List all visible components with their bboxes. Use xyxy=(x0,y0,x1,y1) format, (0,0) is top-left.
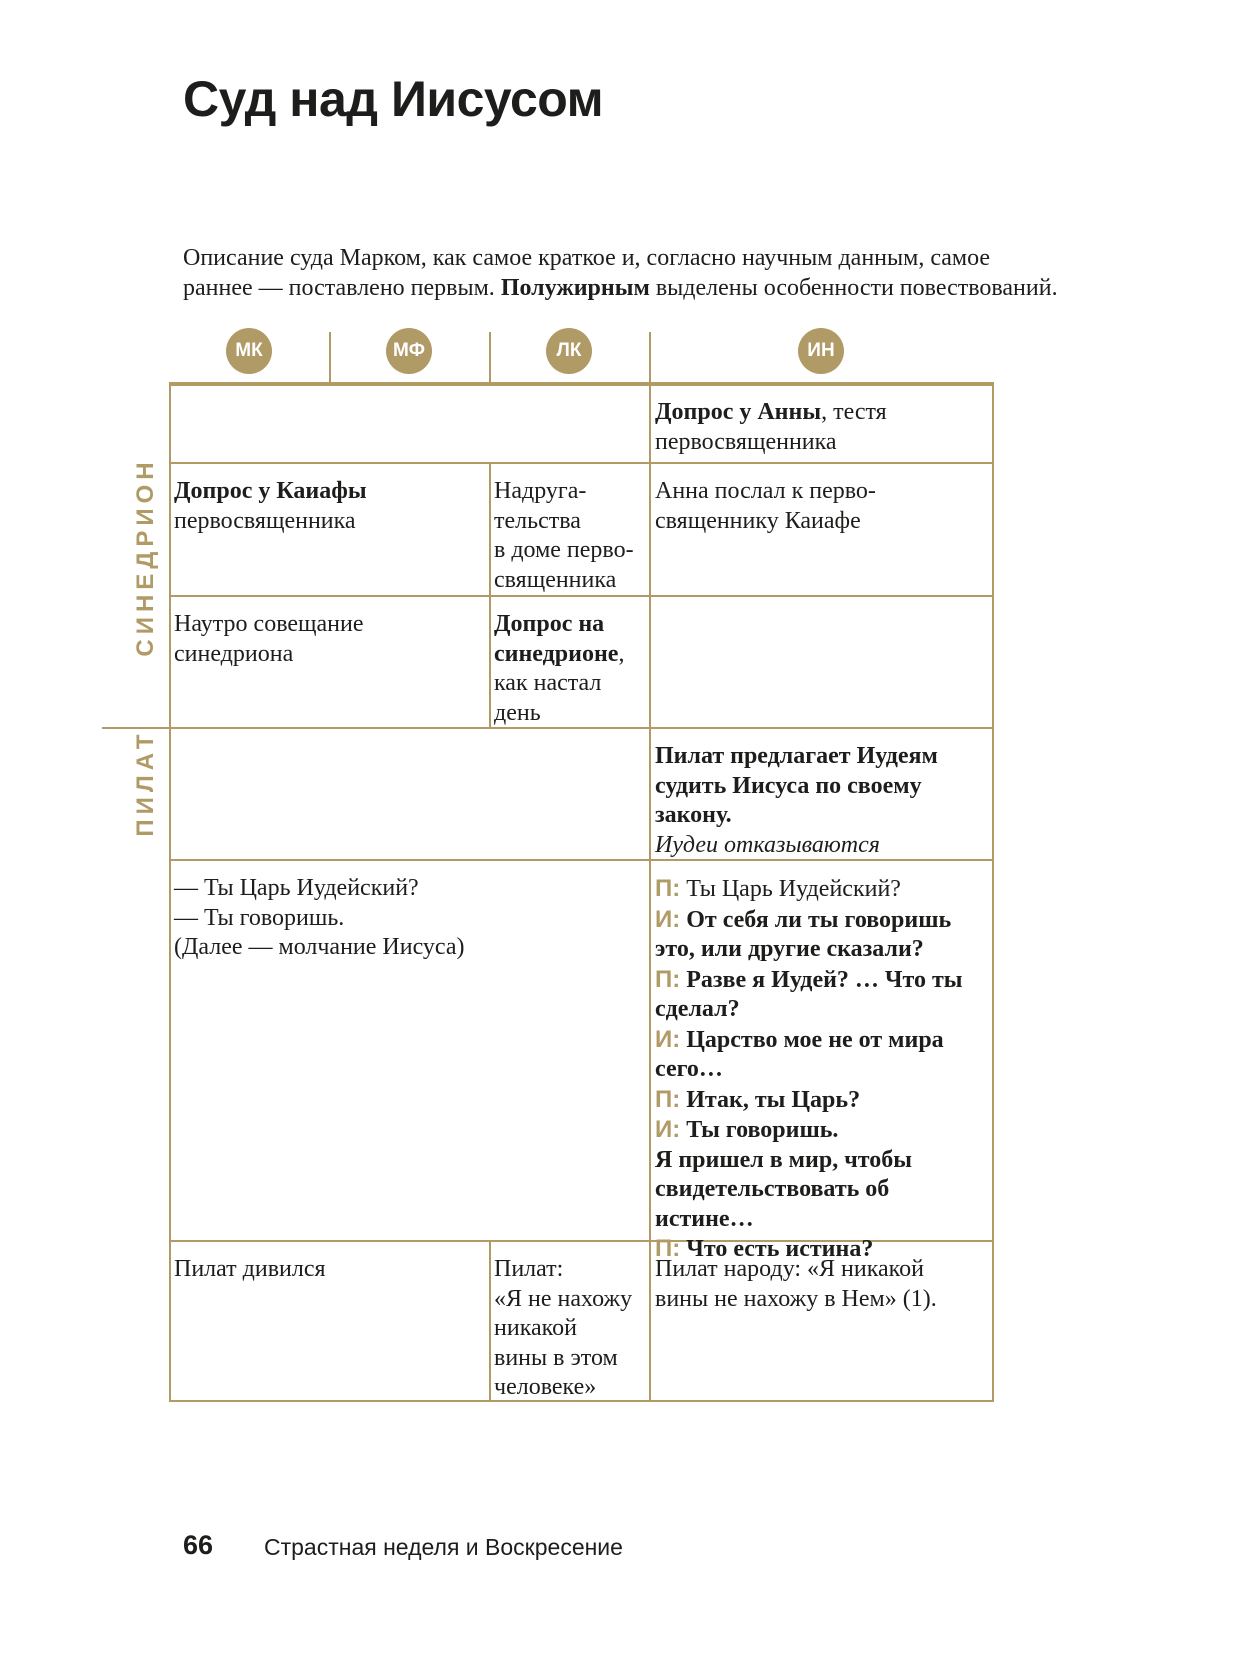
cell-in-no-guilt xyxy=(650,1255,995,1314)
cell-mk-caiaphas xyxy=(169,477,489,536)
header-divider xyxy=(329,332,331,384)
offer-bold: закону. xyxy=(655,802,732,828)
text-line: вины не нахожу в Нем» (1). xyxy=(655,1285,937,1312)
column-badge-mk: МК xyxy=(226,328,272,374)
cell-lk-council xyxy=(489,610,652,728)
row-divider xyxy=(169,595,994,597)
text-line: в доме перво- xyxy=(494,537,634,563)
column-badge-in: ИН xyxy=(798,328,844,374)
cell-lk-mockery xyxy=(489,477,652,595)
side-label-sanhedrin: СИНЕДРИОН xyxy=(132,457,159,657)
speaker-jesus: И: xyxy=(655,1025,681,1053)
text-line: Пилат: xyxy=(494,1256,564,1282)
caiaphas-rest: первосвященника xyxy=(174,507,356,534)
speaker-jesus: И: xyxy=(655,905,681,933)
annas-rest: , тестя первосвященника xyxy=(655,399,887,455)
dialogue-bold: сделал? xyxy=(655,996,740,1022)
header-divider xyxy=(649,332,651,384)
dialogue-bold: сего… xyxy=(655,1056,723,1082)
intro-text-end: выделены особенности повествований. xyxy=(649,274,1058,301)
cell-in-pilate-offer xyxy=(650,742,995,860)
text-line: священнику Каиафе xyxy=(655,507,861,534)
cell-mk-council xyxy=(169,610,489,669)
council-comma: , xyxy=(618,640,625,667)
dialogue-bold: истине… xyxy=(655,1205,754,1232)
text-line: священника xyxy=(494,566,617,593)
text-line: вины в этом xyxy=(494,1344,618,1371)
cell-lk-no-guilt xyxy=(489,1255,652,1403)
dialogue-bold: От себя ли ты говоришь xyxy=(686,906,952,933)
dialogue-bold: Итак, ты Царь? xyxy=(686,1086,861,1113)
text-line: «Я не нахожу xyxy=(494,1285,633,1312)
header-divider xyxy=(489,332,491,384)
speaker-pilate: П: xyxy=(655,875,681,902)
side-label-pilate: ПИЛАТ xyxy=(132,729,159,837)
text-line: синедриона xyxy=(174,640,294,667)
dialogue-bold: это, или другие сказали? xyxy=(655,936,924,962)
text-line: как настал xyxy=(494,670,602,696)
text-line: тельства xyxy=(494,507,581,534)
text-line: Наутро совещание xyxy=(174,611,364,637)
text-line: никакой xyxy=(494,1315,577,1341)
text-line: день xyxy=(494,699,541,726)
cell-in-dialogue xyxy=(650,874,995,1265)
table-top-border xyxy=(169,382,994,386)
speaker-pilate: П: xyxy=(655,1235,681,1262)
speaker-pilate: П: xyxy=(655,965,681,993)
dialogue-bold: Я пришел в мир, чтобы xyxy=(655,1146,912,1173)
dialogue-bold: Царство мое не от мира xyxy=(686,1026,944,1053)
cell-mk-marvel: Пилат дивился xyxy=(174,1256,326,1282)
text-line: (Далее — молчание Иисуса) xyxy=(174,934,465,960)
page-title: Суд над Иисусом xyxy=(183,71,604,127)
cell-in-sent xyxy=(650,477,995,536)
dialogue-bold: свидетельствовать об xyxy=(655,1176,890,1202)
column-badge-mf: МФ xyxy=(386,328,432,374)
dialogue-bold: Разве я Иудей? … Что ты xyxy=(686,966,963,993)
intro-bold: Полужирным xyxy=(500,274,650,301)
speaker-pilate: П: xyxy=(655,1085,681,1113)
intro-paragraph xyxy=(183,244,1063,303)
text-line: Пилат народу: «Я никакой xyxy=(655,1256,924,1282)
caiaphas-bold: Допрос у Каиафы xyxy=(174,478,367,504)
speaker-jesus: И: xyxy=(655,1116,681,1143)
dialogue-bold: Ты говоришь. xyxy=(686,1117,839,1143)
cell-in-annas xyxy=(650,398,995,457)
council-bold: синедрионе xyxy=(494,640,619,667)
running-footer: Страстная неделя и Воскресение xyxy=(264,1534,623,1560)
text-line: — Ты говоришь. xyxy=(174,904,345,931)
text-line: человеке» xyxy=(494,1374,597,1400)
offer-italic: Иудеи отказываются xyxy=(655,831,880,858)
cell-mk-king xyxy=(169,874,644,963)
text-line: Анна послал к перво- xyxy=(655,478,876,504)
council-bold: Допрос на xyxy=(494,611,605,637)
text-line: — Ты Царь Иудейский? xyxy=(174,875,419,901)
intro-text: Описание суда Марком, как самое краткое и, согласно научным данным, самое раннее — поставлено первым. xyxy=(183,245,991,301)
offer-bold: Пилат предлагает Иудеям xyxy=(655,743,938,769)
annas-bold: Допрос у Анны xyxy=(655,399,822,425)
page-number: 66 xyxy=(183,1530,214,1560)
dialogue-bold: Что есть истина? xyxy=(686,1236,874,1262)
text-line: Надруга- xyxy=(494,478,587,504)
row-divider xyxy=(169,462,994,464)
dialogue-text: Ты Царь Иудейский? xyxy=(686,876,901,902)
column-badge-lk: ЛК xyxy=(546,328,592,374)
offer-bold: судить Иисуса по своему xyxy=(655,772,922,799)
